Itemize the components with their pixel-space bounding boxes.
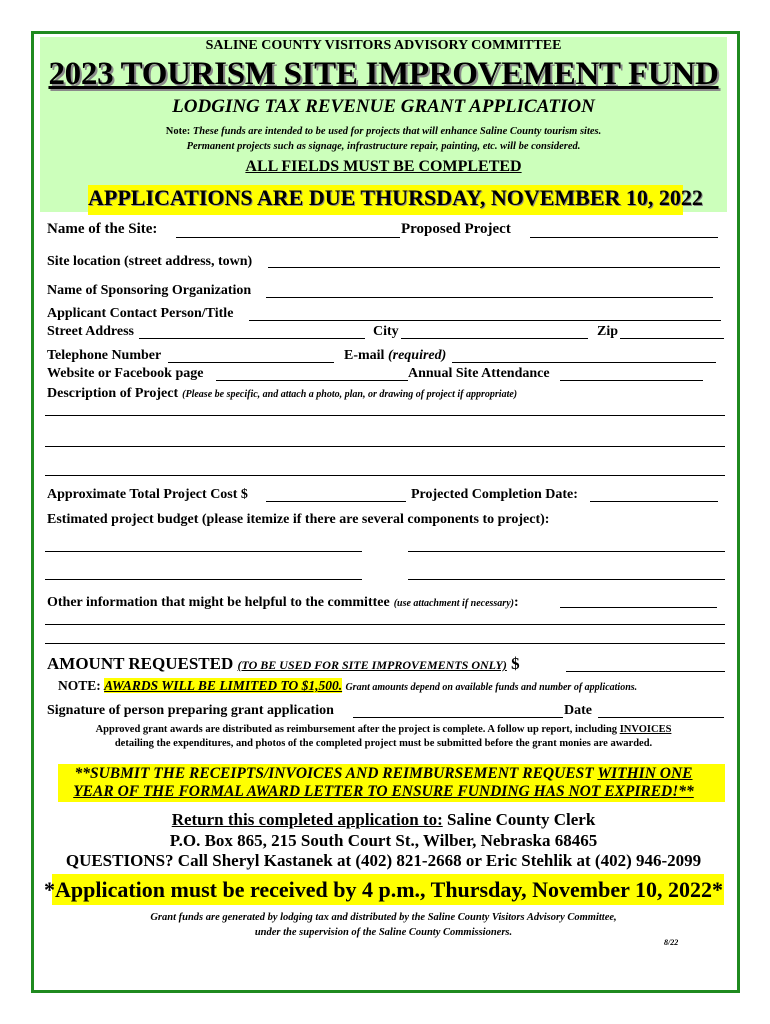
description-line-2[interactable] (45, 446, 725, 447)
return-recipient: Saline County Clerk (447, 810, 596, 829)
contact-field[interactable] (249, 320, 721, 321)
reimbursement-line-1 (40, 724, 727, 735)
sponsor-org-label: Name of Sponsoring Organization (47, 283, 252, 298)
fund-title: 2023 TOURISM SITE IMPROVEMENT FUND (48, 56, 719, 92)
date-label: Date (564, 703, 592, 718)
award-limit: AWARDS WILL BE LIMITED TO $1,500. (104, 678, 343, 693)
proposed-project-field[interactable] (530, 237, 718, 238)
all-fields-notice: ALL FIELDS MUST BE COMPLETED (245, 158, 522, 175)
signature-field[interactable] (353, 717, 563, 718)
receipts-text-1: **SUBMIT THE RECEIPTS/INVOICES AND REIMBURSEMENT REQUEST (74, 765, 594, 782)
completion-label: Projected Completion Date: (411, 487, 578, 502)
email-label (344, 348, 446, 364)
form-version: 8/22 (664, 938, 679, 947)
total-cost-field[interactable] (266, 501, 406, 502)
budget-line-1b[interactable] (408, 551, 725, 552)
website-label: Website or Facebook page (47, 366, 204, 381)
other-info-line-2[interactable] (45, 643, 725, 644)
receipts-line-1 (40, 765, 727, 783)
site-location-label: Site location (street address, town) (47, 254, 253, 269)
other-info-line-1[interactable] (45, 624, 725, 625)
note-text-1: These funds are intended to be used for projects that will enhance Saline County tourism sites. (192, 126, 602, 137)
zip-field[interactable] (620, 338, 724, 339)
description-hint: (Please be specific, and attach a photo, plan, or drawing of project if appropriate) (182, 389, 518, 400)
other-info-label: Other information that might be helpful to the committee (47, 595, 390, 610)
telephone-label: Telephone Number (47, 348, 162, 363)
description-label-row (47, 384, 517, 402)
amount-currency: $ (511, 654, 520, 673)
footer-line-1: Grant funds are generated by lodging tax and distributed by the Saline County Visitors Advisory Committee, (150, 912, 617, 923)
sponsor-org-field[interactable] (266, 297, 713, 298)
telephone-field[interactable] (168, 362, 334, 363)
note-line-1 (40, 126, 727, 137)
city-field[interactable] (401, 338, 588, 339)
attendance-label: Annual Site Attendance (408, 366, 550, 381)
other-info-hint: (use attachment if necessary) (393, 598, 514, 609)
due-date-notice: APPLICATIONS ARE DUE THURSDAY, NOVEMBER 10, 2022 (88, 185, 703, 210)
committee-name: SALINE COUNTY VISITORS ADVISORY COMMITTEE (205, 38, 562, 53)
note-line-2: Permanent projects such as signage, infrastructure repair, painting, etc. will be considered. (186, 141, 581, 152)
receipts-text-1u: WITHIN ONE (597, 765, 693, 782)
budget-line-2a[interactable] (45, 579, 362, 580)
city-label: City (373, 324, 399, 339)
street-field[interactable] (139, 338, 365, 339)
signature-label: Signature of person preparing grant application (47, 703, 334, 718)
amount-requested-row (47, 654, 520, 674)
budget-label: Estimated project budget (please itemize if there are several components to project): (47, 512, 550, 527)
email-label-text: E-mail (344, 348, 385, 363)
contact-label: Applicant Contact Person/Title (47, 306, 234, 321)
questions-line: QUESTIONS? Call Sheryl Kastanek at (402) 821-2668 or Eric Stehlik at (402) 946-2099 (65, 851, 702, 870)
description-line-1[interactable] (45, 415, 725, 416)
receipts-line-2: YEAR OF THE FORMAL AWARD LETTER TO ENSURE FUNDING HAS NOT EXPIRED!** (73, 783, 694, 800)
reimbursement-line-2: detailing the expenditures, and photos of the completed project must be submitted before the grant monies are awarded. (114, 738, 653, 749)
amount-label: AMOUNT REQUESTED (47, 654, 234, 673)
application-subtitle: LODGING TAX REVENUE GRANT APPLICATION (172, 96, 595, 117)
other-info-label-row: Other information that might be helpful to the committee (use attachment if necessary): (47, 595, 519, 610)
other-info-field[interactable] (560, 607, 717, 608)
description-label: Description of Project (47, 386, 179, 401)
award-note-row (58, 678, 637, 694)
footer-line-2: under the supervision of the Saline County Commissioners. (254, 927, 513, 938)
award-note: Grant amounts depend on available funds and number of applications. (345, 682, 638, 693)
amount-field[interactable] (566, 671, 725, 672)
amount-qualifier: (TO BE USED FOR SITE IMPROVEMENTS ONLY) (237, 658, 507, 672)
description-line-3[interactable] (45, 475, 725, 476)
return-line (40, 810, 727, 830)
zip-label: Zip (597, 324, 619, 339)
email-required: (required) (387, 348, 447, 363)
site-name-label: Name of the Site: (47, 221, 158, 237)
return-address: P.O. Box 865, 215 South Court St., Wilber, Nebraska 68465 (169, 831, 598, 850)
date-field[interactable] (598, 717, 724, 718)
email-field[interactable] (452, 362, 716, 363)
deadline-notice: *Application must be received by 4 p.m., Thursday, November 10, 2022* (44, 877, 723, 902)
site-name-field[interactable] (176, 237, 400, 238)
invoices-text: INVOICES (619, 724, 672, 735)
return-label: Return this completed application to: (171, 810, 443, 829)
attendance-field[interactable] (560, 380, 703, 381)
street-label: Street Address (47, 324, 134, 339)
total-cost-label: Approximate Total Project Cost $ (47, 487, 248, 502)
website-field[interactable] (216, 380, 408, 381)
budget-line-1a[interactable] (45, 551, 362, 552)
budget-line-2b[interactable] (408, 579, 725, 580)
site-location-field[interactable] (268, 267, 720, 268)
reimbursement-text-1: Approved grant awards are distributed as reimbursement after the project is complete. A follow up report, including (95, 724, 618, 735)
note-label: Note: (165, 126, 191, 137)
proposed-project-label: Proposed Project (401, 221, 511, 237)
completion-field[interactable] (590, 501, 718, 502)
award-note-label: NOTE: (58, 678, 101, 693)
